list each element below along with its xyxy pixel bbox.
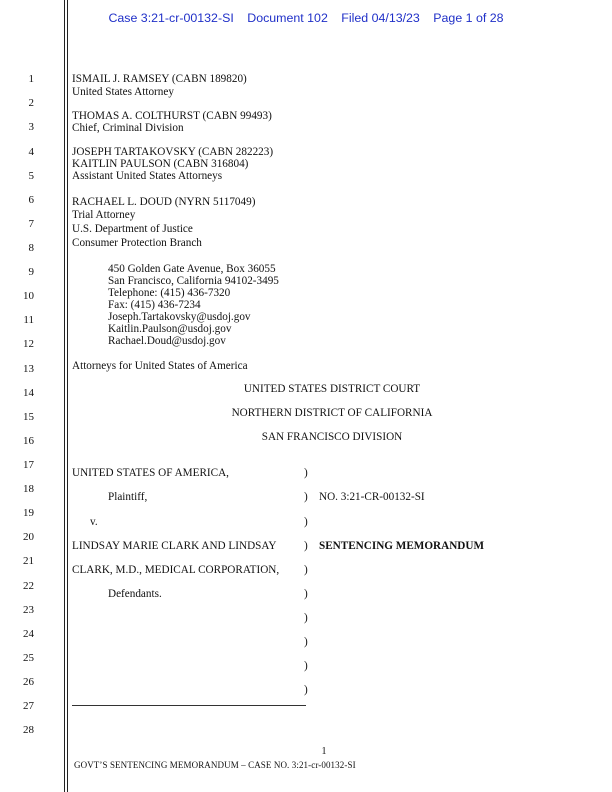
line-number: 13 (23, 363, 34, 375)
line-number: 3 (28, 121, 34, 133)
caption-paren: ) (304, 612, 308, 624)
header-page-count: Page 1 of 28 (433, 11, 504, 25)
page-number: 1 (321, 746, 327, 757)
caption-paren: ) (304, 588, 308, 600)
attorney-branch: Consumer Protection Branch (72, 237, 202, 249)
attorney-department: U.S. Department of Justice (72, 223, 193, 235)
line-number: 9 (28, 266, 34, 278)
attorney-title: Trial Attorney (72, 209, 136, 221)
header-filed-date: Filed 04/13/23 (341, 11, 420, 25)
left-margin-rule-outer (64, 0, 65, 792)
plaintiff-name: UNITED STATES OF AMERICA, (72, 467, 229, 479)
attorney-title: Chief, Criminal Division (72, 122, 184, 134)
court-name: UNITED STATES DISTRICT COURT (243, 383, 421, 395)
line-number: 22 (23, 580, 34, 592)
line-number: 28 (23, 724, 34, 736)
header-document-number: Document 102 (247, 11, 328, 25)
line-number: 17 (23, 459, 34, 471)
line-number: 21 (23, 555, 34, 567)
court-district: NORTHERN DISTRICT OF CALIFORNIA (231, 407, 433, 419)
line-number: 6 (28, 194, 34, 206)
defendant-role: Defendants. (108, 588, 162, 600)
attorney-name: RACHAEL L. DOUD (NYRN 5117049) (72, 196, 256, 208)
header-case-number: Case 3:21-cr-00132-SI (108, 11, 234, 25)
email: Rachael.Doud@usdoj.gov (108, 335, 226, 347)
line-number: 4 (28, 146, 34, 158)
case-number: NO. 3:21-CR-00132-SI (319, 491, 425, 503)
line-number: 8 (28, 242, 34, 254)
line-number: 27 (23, 700, 34, 712)
line-number: 25 (23, 652, 34, 664)
fax: Fax: (415) 436-7234 (108, 299, 201, 311)
line-number: 18 (23, 483, 34, 495)
attorney-title: United States Attorney (72, 86, 174, 98)
line-number: 11 (23, 314, 34, 326)
line-number: 16 (23, 435, 34, 447)
attorney-name: KAITLIN PAULSON (CABN 316804) (72, 158, 249, 170)
caption-underline (72, 705, 306, 706)
caption-paren: ) (304, 564, 308, 576)
caption-paren: ) (304, 684, 308, 696)
line-number: 14 (23, 387, 34, 399)
telephone: Telephone: (415) 436-7320 (108, 287, 231, 299)
line-number: 23 (23, 604, 34, 616)
attorney-name: JOSEPH TARTAKOVSKY (CABN 282223) (72, 146, 274, 158)
address-street: 450 Golden Gate Avenue, Box 36055 (108, 263, 276, 275)
ecf-header (0, 11, 612, 25)
caption-paren: ) (304, 636, 308, 648)
line-number: 24 (23, 628, 34, 640)
line-number: 15 (23, 411, 34, 423)
left-margin-rule-inner (67, 0, 68, 792)
address-city: San Francisco, California 94102-3495 (108, 275, 279, 287)
email: Kaitlin.Paulson@usdoj.gov (108, 323, 232, 335)
attorney-title: Assistant United States Attorneys (72, 170, 223, 182)
line-number: 1 (28, 73, 34, 85)
attorneys-for-line: Attorneys for United States of America (72, 360, 248, 372)
caption-paren: ) (304, 540, 308, 552)
document-title: SENTENCING MEMORANDUM (319, 540, 485, 552)
line-number: 12 (23, 338, 34, 350)
defendant-name-line2: CLARK, M.D., MEDICAL CORPORATION, (72, 564, 280, 576)
versus: v. (90, 516, 98, 528)
line-number: 19 (23, 507, 34, 519)
caption-paren: ) (304, 491, 308, 503)
email: Joseph.Tartakovsky@usdoj.gov (108, 311, 251, 323)
line-number: 20 (23, 531, 34, 543)
plaintiff-role: Plaintiff, (108, 491, 148, 503)
caption-paren: ) (304, 467, 308, 479)
line-number: 2 (28, 97, 34, 109)
attorney-name: ISMAIL J. RAMSEY (CABN 189820) (72, 73, 247, 85)
court-division: SAN FRANCISCO DIVISION (261, 431, 403, 443)
caption-paren: ) (304, 660, 308, 672)
caption-paren: ) (304, 516, 308, 528)
footer-caption: GOVT’S SENTENCING MEMORANDUM – CASE NO. 3:21-cr-00132-SI (74, 760, 356, 770)
attorney-name: THOMAS A. COLTHURST (CABN 99493) (72, 110, 272, 122)
line-number: 7 (28, 218, 34, 230)
line-number: 26 (23, 676, 34, 688)
line-number: 10 (23, 290, 34, 302)
defendant-name-line1: LINDSAY MARIE CLARK AND LINDSAY (72, 540, 277, 552)
line-number: 5 (28, 170, 34, 182)
